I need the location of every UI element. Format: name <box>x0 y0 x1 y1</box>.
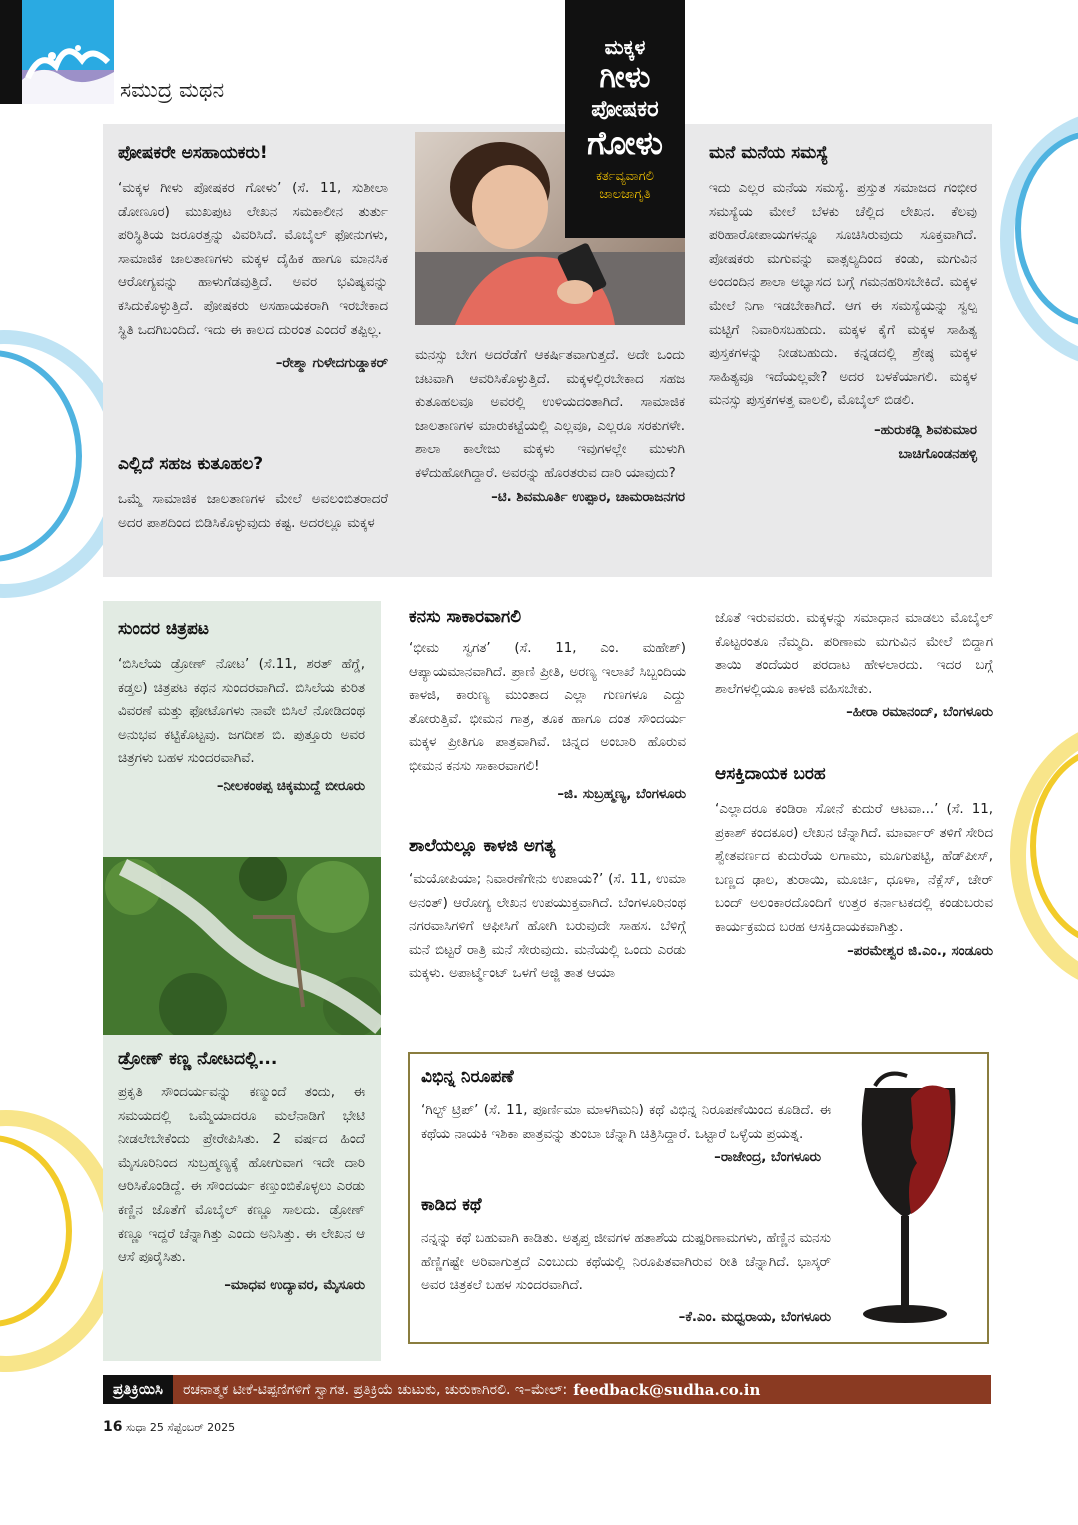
letter-title: ವಿಭಿನ್ನ ನಿರೂಪಣೆ <box>421 1067 514 1087</box>
letter-sundara-chitrapata <box>118 619 365 799</box>
letter-signature: –ಹೀರಾ ರಮಾನಂದ್, ಬೆಂಗಳೂರು <box>846 705 993 721</box>
letter-body: ‘ಗಿಲ್ಟ್ ಟ್ರಿಪ್’ (ಸೆ. 11, ಪೂರ್ಣಿಮಾ ಮಾಳಗಿಮನಿ) ಕಥೆ ವಿಭಿನ್ನ ನಿರೂಪಣೆಯಿಂದ ಕೂಡಿದೆ. ಈ ಕಥೆಯ ನಾಯಕಿ ಇಶಿಕಾ ಪಾತ್ರವನ್ನು ತುಂಬಾ ಚೆನ್ನಾಗಿ ಚಿತ್ರಿಸಿದ್ದಾರೆ. ಒಟ್ಟಾರೆ ಒಳ್ಳೆಯ ಪ್ರಯತ್ನ. <box>421 1103 831 1142</box>
letter-signature-place: ಬಾಚಿಗೊಂಡನಹಳ್ಳಿ <box>898 446 977 462</box>
letter-signature: –ನೀಲಕಂಠಪ್ಪ ಚಿಕ್ಕಮುದ್ದೆ ಬೀರೂರು <box>216 778 365 794</box>
letter-body: ‘ಮಯೋಪಿಯಾ; ನಿವಾರಣೆಗೇನು ಉಪಾಯ?’ (ಸೆ. 11, ಉಮಾ ಅನಂತ್) ಆರೋಗ್ಯ ಲೇಖನ ಉಪಯುಕ್ತವಾಗಿದೆ. ಬೆಂಗಳೂರಿನಂಥ ನಗರವಾಸಿಗಳಿಗೆ ಆಫೀಸಿಗೆ ಹೋಗಿ ಬರುವುದೇ ಸಾಹಸ. ಬೆಳಿಗ್ಗೆ ಮನೆ ಬಿಟ್ಟರೆ ರಾತ್ರಿ ಮನೆ ಸೇರುವುದು. ಮನೆಯಲ್ಲಿ ಒಂದು ಎರಡು ಮಕ್ಕಳು. ಅಪಾರ್ಟ್ಮೆಂಟ್ ಒಳಗೆ ಅಜ್ಜಿ ತಾತ ಆಯಾ <box>409 872 686 982</box>
feedback-text: ರಚನಾತ್ಮಕ ಟೀಕೆ-ಟಿಪ್ಪಣಿಗಳಿಗೆ ಸ್ವಾಗತ. ಪ್ರತಿಕ್ರಿಯೆ ಚುಟುಕು, ಚುರುಕಾಗಿರಲಿ. ಇ–ಮೇಲ್: <box>182 1381 568 1398</box>
letter-ellide-sahaja-kutuhala-continued <box>415 344 685 509</box>
feedback-label: ಪ್ರತಿಕ್ರಿಯಿಸಿ <box>103 1375 173 1404</box>
letter-body: ಇದು ಎಲ್ಲರ ಮನೆಯ ಸಮಸ್ಯೆ. ಪ್ರಸ್ತುತ ಸಮಾಜದ ಗಂಭೀರ ಸಮಸ್ಯೆಯ ಮೇಲೆ ಬೆಳಕು ಚೆಲ್ಲಿದ ಲೇಖನ. ಕೆಲವು ಪರಿಹಾರೋಪಾಯಗಳನ್ನೂ ಸೂಚಿಸಿರುವುದು ಸೂಕ್ತವಾಗಿದೆ. ಪೋಷಕರು ಮಗುವನ್ನು ವಾತ್ಸಲ್ಯದಿಂದ ಕಂಡು, ಮಗುವಿನ ಅಂದಂದಿನ ಶಾಲಾ ಅಭ್ಯಾಸದ ಬಗ್ಗೆ ಗಮನಹರಿಸಬೇಕಿದೆ. ಮಕ್ಕಳ ಮೇಲೆ ನಿಗಾ ಇಡಬೇಕಾಗಿದೆ. ಆಗ ಈ ಸಮಸ್ಯೆಯನ್ನು ಸ್ವಲ್ಪ ಮಟ್ಟಿಗೆ ನಿವಾರಿಸಬಹುದು. ಮಕ್ಕಳ ಕೈಗೆ ಮಕ್ಕಳ ಸಾಹಿತ್ಯ ಪುಸ್ತಕಗಳನ್ನು ನೀಡಬಹುದು. ಕನ್ನಡದಲ್ಲಿ ಶ್ರೇಷ್ಠ ಮಕ್ಕಳ ಸಾಹಿತ್ಯವೂ ಇದೆಯಲ್ಲವೇ? ಅದರ ಬಳಕೆಯಾಗಲಿ. ಮಕ್ಕಳ ಮನಸ್ಸು ಪುಸ್ತಕಗಳತ್ತ ವಾಲಲಿ, ಮೊಬೈಲ್ ಬಿಡಲಿ. <box>709 181 977 409</box>
letter-poshakare-asahayakaru <box>118 143 388 376</box>
letter-shaleyallu-kalaji-agatya <box>409 836 686 986</box>
letter-title: ಶಾಲೆಯಲ್ಲೂ ಕಾಳಜಿ ಅಗತ್ಯ <box>409 836 556 856</box>
badge-line: ಗೋಳು <box>587 124 663 162</box>
forest-drone-photo <box>103 857 381 1035</box>
letter-body: ‘ಭೀಮ ಸ್ವಗತ’ (ಸೆ. 11, ಎಂ. ಮಹೇಶ್) ಆಪ್ಯಾಯಮಾನವಾಗಿದೆ. ಪ್ರಾಣಿ ಪ್ರೀತಿ, ಅರಣ್ಯ ಇಲಾಖೆ ಸಿಬ್ಬಂದಿಯ ಕಾಳಜಿ, ಕಾರುಣ್ಯ ಮುಂತಾದ ಎಲ್ಲಾ ಗುಣಗಳೂ ಎದ್ದು ತೋರುತ್ತಿವೆ. ಭೀಮನ ಗಾತ್ರ, ತೂಕ ಹಾಗೂ ದಂತ ಸೌಂದರ್ಯ ಮಕ್ಕಳ ಪ್ರೀತಿಗೂ ಪಾತ್ರವಾಗಿವೆ. ಚಿನ್ನದ ಅಂಬಾರಿ ಹೊರುವ ಭೀಮನ ಕನಸು ಸಾಕಾರವಾಗಲಿ! <box>409 641 686 774</box>
letter-body: ‘ಎಲ್ಲಾದರೂ ಕಂಡಿರಾ ಸೋನೆ ಕುದುರೆ ಆಟವಾ...’ (ಸೆ. 11, ಪ್ರಕಾಶ್ ಕಂದಕೂರ) ಲೇಖನ ಚೆನ್ನಾಗಿದೆ. ಮಾರ್ವಾರ್ ತಳಿಗೆ ಸೇರಿದ ಶ್ವೇತವರ್ಣದ ಕುದುರೆಯ ಲಗಾಮು, ಮೂಗುಪಟ್ಟಿ, ಹೆಡ್‌ಪೀಸ್, ಬಣ್ಣದ ಢಾಲ, ತುರಾಯಿ, ಮೂರ್ಚಿ, ಧೂಳಾ, ನೆಕ್ಲೆಸ್, ಚೇರ್ ಬಂದ್ ಅಲಂಕಾರದೊಂದಿಗೆ ಉತ್ತರ ಕರ್ನಾಟಕದಲ್ಲಿ ಕಂಡುಬರುವ ಕಾರ್ಯಕ್ರಮದ ಬರಹ ಆಸಕ್ತಿದಾಯಕವಾಗಿತ್ತು. <box>715 802 993 935</box>
letter-signature: –ಮಾಧವ ಉದ್ಯಾವರ, ಮೈಸೂರು <box>224 1277 365 1293</box>
letter-body: ಪ್ರಕೃತಿ ಸೌಂದರ್ಯವನ್ನು ಕಣ್ಮುಂದೆ ತಂದು, ಈ ಸಮಯದಲ್ಲಿ ಒಮ್ಮೆಯಾದರೂ ಮಲೆನಾಡಿಗೆ ಭೇಟಿ ನೀಡಲೇಬೇಕೆಂದು ಪ್ರೇರೇಪಿಸಿತು. 2 ವರ್ಷದ ಹಿಂದೆ ಮೈಸೂರಿನಿಂದ ಸುಬ್ರಹ್ಮಣ್ಯಕ್ಕೆ ಹೋಗುವಾಗ ಇದೇ ದಾರಿ ಆರಿಸಿಕೊಂಡಿದ್ದೆ. ಈ ಸೌಂದರ್ಯ ಕಣ್ತುಂಬಿಕೊಳ್ಳಲು ಎರಡು ಕಣ್ಣಿನ ಜೊತೆಗೆ ಮೊಬೈಲ್ ಕಣ್ಣೂ ಸಾಲದು. ಡ್ರೋಣ್ ಕಣ್ಣೂ ಇದ್ದರೆ ಚೆನ್ನಾಗಿತ್ತು ಎಂದು ಅನಿಸಿತ್ತು. ಈ ಲೇಖನ ಆ ಆಸೆ ಪೂರೈಸಿತು. <box>118 1085 365 1266</box>
letter-kanasu-sakaravagali <box>409 607 686 806</box>
badge-subline: ಕರ್ತವ್ಯವಾಗಲಿ <box>596 169 654 184</box>
badge-line: ಗೀಳು <box>599 60 651 95</box>
letter-body: ‘ಮಕ್ಕಳ ಗೀಳು ಪೋಷಕರ ಗೋಳು’ (ಸೆ. 11, ಸುಶೀಲಾ ಡೋಣೂರ) ಮುಖಪುಟ ಲೇಖನ ಸಮಕಾಲೀನ ತುರ್ತು ಪರಿಸ್ಥಿತಿಯ ಜರೂರತ್ತನ್ನು ವಿವರಿಸಿದೆ. ಮೊಬೈಲ್ ಫೋನುಗಳು, ಸಾಮಾಜಿಕ ಜಾಲತಾಣಗಳು ಮಕ್ಕಳ ದೈಹಿಕ ಹಾಗೂ ಮಾನಸಿಕ ಆರೋಗ್ಯವನ್ನು ಹಾಳುಗೆಡವುತ್ತಿದೆ. ಅವರ ಭವಿಷ್ಯವನ್ನು ಕಸಿದುಕೊಳ್ಳುತ್ತಿದೆ. ಪೋಷಕರು ಅಸಹಾಯಕರಾಗಿ ಇರಬೇಕಾದ ಸ್ಥಿತಿ ಒದಗಿಬಂದಿದೆ. ಇದು ಈ ಕಾಲದ ದುರಂತ ಎಂದರೆ ತಪ್ಪಿಲ್ಲ. <box>118 181 388 338</box>
letter-kadida-kathe <box>421 1195 831 1329</box>
letter-body: ‘ಬಿಸಿಲೆಯ ಡ್ರೋಣ್ ನೋಟ’ (ಸೆ.11, ಶರತ್ ಹೆಗ್ಡೆ, ಕಡ್ತಲ) ಚಿತ್ರಪಟ ಕಥನ ಸುಂದರವಾಗಿದೆ. ಬಿಸಿಲೆಯ ಕುರಿತ ವಿವರಣೆ ಮತ್ತು ಫೋಟೊಗಳು ನಾವೇ ಬಿಸಿಲೆ ನೋಡಿದಂಥ ಅನುಭವ ಕಟ್ಟಿಕೊಟ್ಟವು. ಜಗದೀಶ ಬಿ. ಪುತ್ತೂರು ಅವರ ಚಿತ್ರಗಳು ಬಹಳ ಸುಂದರವಾಗಿವೆ. <box>118 657 365 767</box>
badge-line: ಪೋಷಕರ <box>591 97 659 122</box>
wine-glass-illustration <box>845 1068 975 1336</box>
magazine-issue-text: ಸುಧಾ 25 ಸೆಪ್ಟೆಂಬರ್ 2025 <box>126 1421 236 1434</box>
letter-drone-kanna-notadalli <box>118 1049 365 1297</box>
letter-vibhinna-nirupane <box>421 1067 831 1170</box>
letter-body: ಮನಸ್ಸು ಬೇಗ ಅದರೆಡೆಗೆ ಆಕರ್ಷಿತವಾಗುತ್ತದೆ. ಅದೇ ಒಂದು ಚಟವಾಗಿ ಆವರಿಸಿಕೊಳ್ಳುತ್ತಿದೆ. ಮಕ್ಕಳಲ್ಲಿರಬೇಕಾದ ಸಹಜ ಕುತೂಹಲವೂ ಅವರಲ್ಲಿ ಉಳಿಯದಂತಾಗಿದೆ. ಸಾಮಾಜಿಕ ಜಾಲತಾಣಗಳ ಮಾರುಕಟ್ಟೆಯಲ್ಲಿ ಎಲ್ಲವೂ, ಎಲ್ಲರೂ ಸರಕುಗಳೇ. ಶಾಲಾ ಕಾಲೇಜು ಮಕ್ಕಳು ಇವುಗಳಲ್ಲೇ ಮುಳುಗಿ ಕಳೆದುಹೋಗಿದ್ದಾರೆ. ಅವರನ್ನು ಹೊರತರುವ ದಾರಿ ಯಾವುದು? <box>415 348 685 481</box>
letter-title: ಮನೆ ಮನೆಯ ಸಮಸ್ಯೆ <box>709 143 829 163</box>
letter-ellide-sahaja-kutuhala <box>118 454 388 535</box>
feedback-email-link[interactable]: feedback@sudha.co.in <box>573 1380 761 1399</box>
letter-shaleyallu-kalaji-agatya-continued <box>715 607 993 725</box>
forest-river-icon <box>103 857 381 1035</box>
letter-title: ಸುಂದರ ಚಿತ್ರಪಟ <box>118 619 210 639</box>
letter-title: ಕಾಡಿದ ಕಥೆ <box>421 1195 482 1215</box>
wine-glass-icon <box>845 1068 975 1336</box>
letter-body: ಜೊತೆ ಇರುವವರು. ಮಕ್ಕಳನ್ನು ಸಮಾಧಾನ ಮಾಡಲು ಮೊಬೈಲ್ ಕೊಟ್ಟರಂತೂ ನೆಮ್ಮದಿ. ಪರಿಣಾಮ ಮಗುವಿನ ಮೇಲೆ ಬಿದ್ದಾಗ ತಾಯಿ ತಂದೆಯರ ಪರದಾಟ ಹೇಳಲಾರದು. ಇದರ ಬಗ್ಗೆ ಶಾಲೆಗಳಲ್ಲಿಯೂ ಕಾಳಜಿ ವಹಿಸಬೇಕು. <box>715 611 993 697</box>
letter-signature: –ಕೆ.ಎಂ. ಮಧ್ವರಾಯ, ಬೆಂಗಳೂರು <box>678 1309 831 1325</box>
letter-title: ಆಸಕ್ತಿದಾಯಕ ಬರಹ <box>715 764 826 784</box>
letter-signature: –ರಾಜೇಂದ್ರ, ಬೆಂಗಳೂರು <box>714 1150 821 1166</box>
wave-icon <box>22 0 114 104</box>
section-logo <box>22 0 114 104</box>
letter-signature: –ಪರಮೇಶ್ವರ ಜಿ.ಎಂ., ಸಂಡೂರು <box>847 943 993 959</box>
letter-title: ಡ್ರೋಣ್ ಕಣ್ಣ ನೋಟದಲ್ಲಿ... <box>118 1049 278 1069</box>
cover-story-badge <box>565 0 685 238</box>
letter-signature: –ರೇಶ್ಮಾ ಗುಳೇದಗುಡ್ಡಾಕರ್ <box>275 356 388 372</box>
feedback-bar <box>103 1375 991 1404</box>
letter-body: ನನ್ನನ್ನು ಕಥೆ ಬಹುವಾಗಿ ಕಾಡಿತು. ಅತೃಪ್ತ ಜೀವಗಳ ಹತಾಶೆಯ ದುಷ್ಪರಿಣಾಮಗಳು, ಹೆಣ್ಣಿನ ಮನಸು ಹೆಣ್ಣಿಗಷ್ಟೇ ಅರಿವಾಗುತ್ತದೆ ಎಂಬುದು ಕಥೆಯಲ್ಲಿ ನಿರೂಪಿತವಾಗಿರುವ ರೀತಿ ಚೆನ್ನಾಗಿದೆ. ಭಾಸ್ಕರ್ ಅವರ ಚಿತ್ರಕಲೆ ಬಹಳ ಸುಂದರವಾಗಿದೆ. <box>421 1231 831 1294</box>
letter-signature: –ಟಿ. ಶಿವಮೂರ್ತಿ ಉಪ್ಪಾರ, ಚಾಮರಾಜನಗರ <box>491 489 685 505</box>
letter-mane-maneya-samasye <box>709 143 977 466</box>
letter-signature: –ಹುರುಕಡ್ಲಿ ಶಿವಕುಮಾರ <box>873 422 977 438</box>
letter-body: ಒಮ್ಮೆ ಸಾಮಾಜಿಕ ಜಾಲತಾಣಗಳ ಮೇಲೆ ಅವಲಂಬಿತರಾದರೆ ಅದರ ಪಾಶದಿಂದ ಬಿಡಿಸಿಕೊಳ್ಳುವುದು ಕಷ್ಟ. ಅದರಲ್ಲೂ ಮಕ್ಕಳ <box>118 492 388 531</box>
letter-title: ಎಲ್ಲಿದೆ ಸಹಜ ಕುತೂಹಲ? <box>118 454 264 474</box>
badge-subline: ಜಾಲಜಾಗೃತಿ <box>599 187 651 202</box>
letter-title: ಕನಸು ಸಾಕಾರವಾಗಲಿ <box>409 607 522 627</box>
letter-asaktidayaka-baraha <box>715 764 993 963</box>
section-title: ಸಮುದ್ರ ಮಥನ <box>120 78 225 102</box>
letter-title: ಪೋಷಕರೇ ಅಸಹಾಯಕರು! <box>118 143 268 163</box>
page-number: 16 <box>103 1419 123 1435</box>
badge-line: ಮಕ್ಕಳ <box>604 35 646 59</box>
header-bar <box>0 0 22 104</box>
letter-signature: –ಜಿ. ಸುಬ್ರಹ್ಮಣ್ಯ, ಬೆಂಗಳೂರು <box>557 786 686 802</box>
